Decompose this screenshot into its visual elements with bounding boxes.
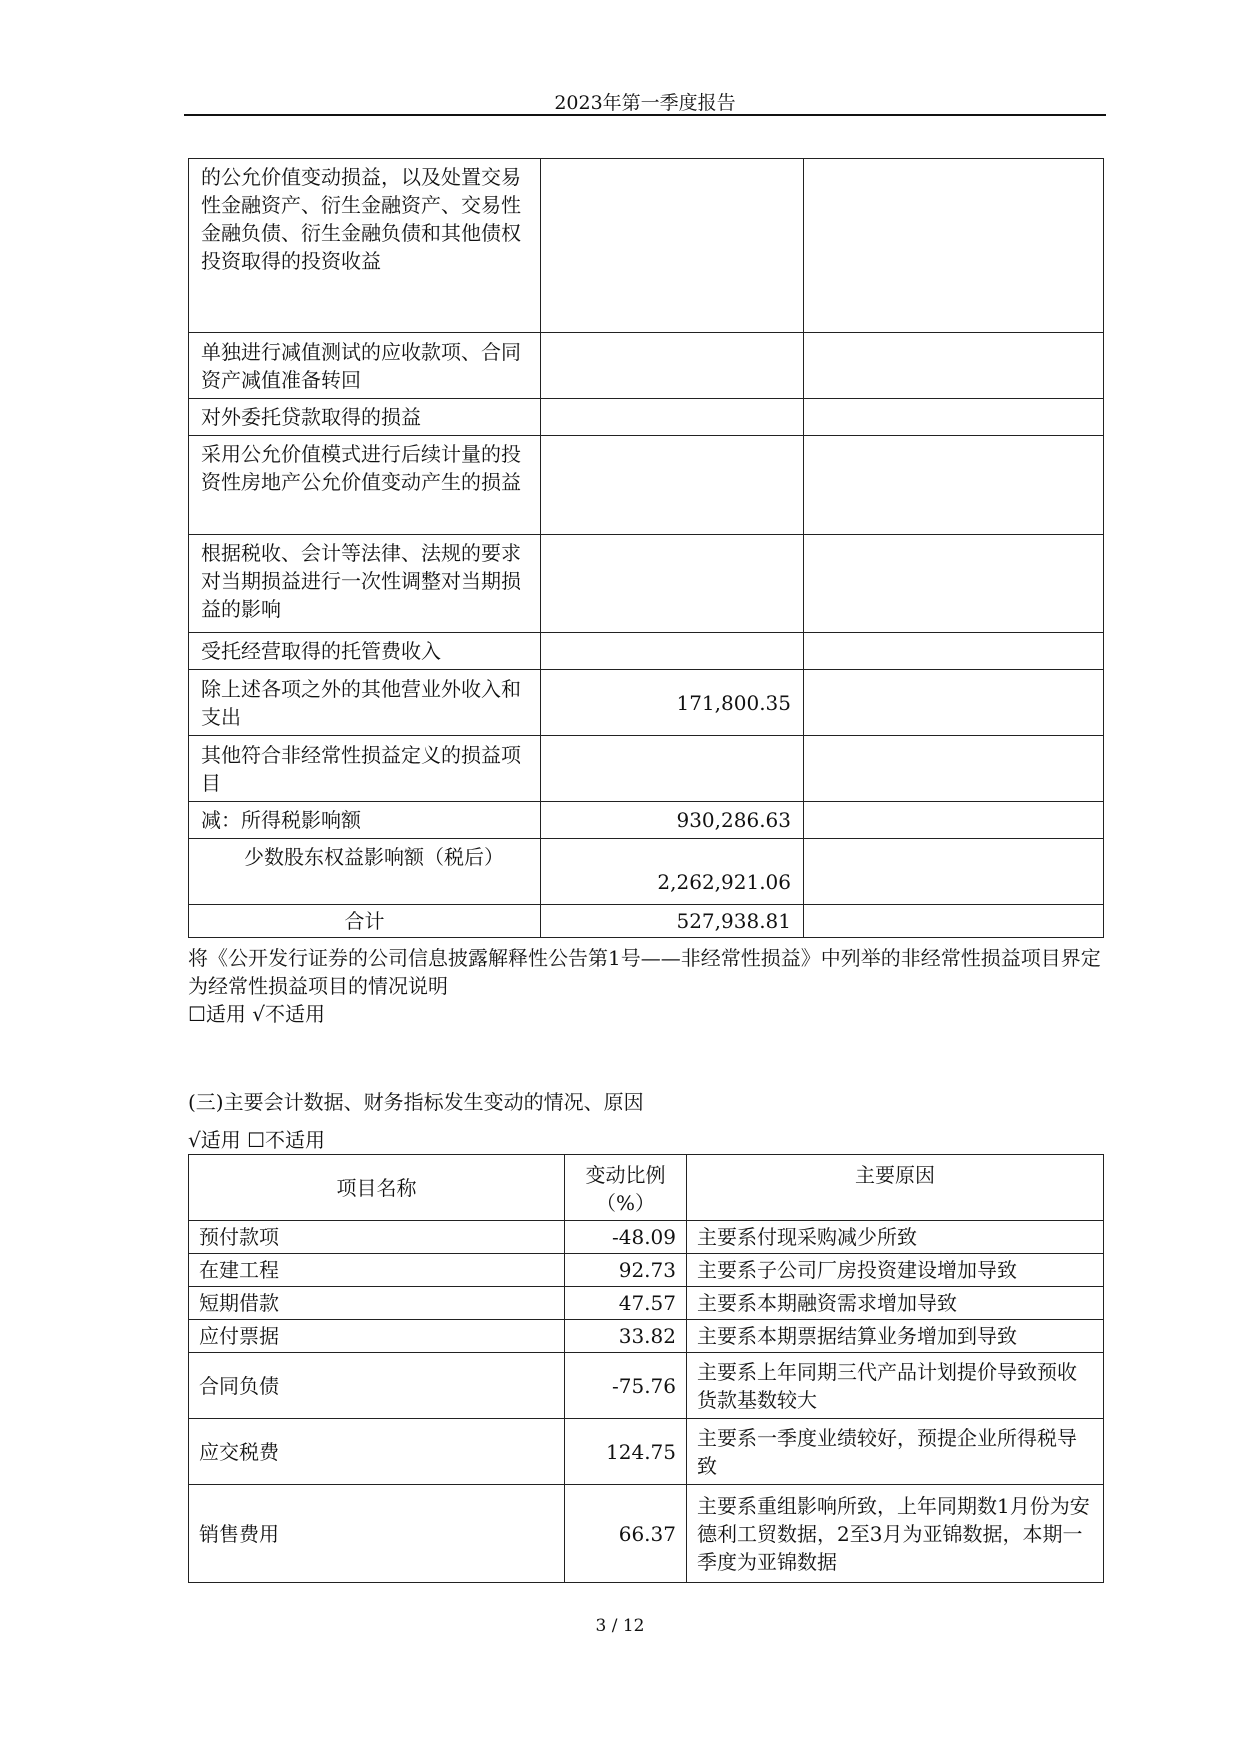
amount-cell: 2,262,921.06 — [541, 839, 804, 905]
table-row — [189, 333, 1104, 399]
table-row — [189, 399, 1104, 436]
table-row — [189, 535, 1104, 633]
item-cell: 采用公允价值模式进行后续计量的投资性房地产公允价值变动产生的损益 — [189, 436, 541, 535]
total-label: 合计 — [189, 905, 541, 938]
note-cell — [804, 399, 1104, 436]
header-change-ratio — [565, 1155, 687, 1221]
reason-cell: 主要系子公司厂房投资建设增加导致 — [687, 1254, 1104, 1287]
note-cell — [804, 535, 1104, 633]
item-name-cell: 应交税费 — [189, 1419, 565, 1485]
reason-cell: 主要系上年同期三代产品计划提价导致预收货款基数较大 — [687, 1353, 1104, 1419]
header-rule — [184, 114, 1106, 116]
reason-cell: 主要系付现采购减少所致 — [687, 1221, 1104, 1254]
amount-cell — [541, 436, 804, 535]
change-analysis-table — [188, 1154, 1104, 1583]
total-row — [189, 905, 1104, 938]
item-cell: 受托经营取得的托管费收入 — [189, 633, 541, 670]
ratio-cell: -75.76 — [565, 1353, 687, 1419]
table-row — [189, 436, 1104, 535]
item-cell: 其他符合非经常性损益定义的损益项目 — [189, 736, 541, 802]
reclassification-note: 将《公开发行证券的公司信息披露解释性公告第1号——非经常性损益》中列举的非经常性损益项目界定为经常性损益项目的情况说明 — [188, 946, 1101, 998]
amount-cell — [541, 399, 804, 436]
section-3-title: (三)主要会计数据、财务指标发生变动的情况、原因 — [188, 1090, 644, 1114]
item-name-cell: 应付票据 — [189, 1320, 565, 1353]
table-row — [189, 1221, 1104, 1254]
table-row — [189, 670, 1104, 736]
reason-cell: 主要系一季度业绩较好，预提企业所得税导致 — [687, 1419, 1104, 1485]
ratio-cell: 47.57 — [565, 1287, 687, 1320]
table-header-row — [189, 1155, 1104, 1221]
note-cell — [804, 159, 1104, 333]
ratio-cell: 33.82 — [565, 1320, 687, 1353]
item-cell: 对外委托贷款取得的损益 — [189, 399, 541, 436]
header-main-reason: 主要原因 — [687, 1155, 1104, 1221]
reason-cell: 主要系本期票据结算业务增加到导致 — [687, 1320, 1104, 1353]
table-row — [189, 1254, 1104, 1287]
note-cell — [804, 436, 1104, 535]
item-name-cell: 销售费用 — [189, 1485, 565, 1583]
table-row — [189, 1485, 1104, 1583]
note-cell — [804, 839, 1104, 905]
page-number: 3 / 12 — [595, 1616, 645, 1636]
item-cell: 的公允价值变动损益，以及处置交易性金融资产、衍生金融资产、交易性金融负债、衍生金融负债和其他债权投资取得的投资收益 — [189, 159, 541, 333]
reason-cell: 主要系重组影响所致，上年同期数1月份为安德利工贸数据，2至3月为亚锦数据，本期一季度为亚锦数据 — [687, 1485, 1104, 1583]
note-cell — [804, 736, 1104, 802]
item-cell: 除上述各项之外的其他营业外收入和支出 — [189, 670, 541, 736]
table-row — [189, 1320, 1104, 1353]
item-name-cell: 短期借款 — [189, 1287, 565, 1320]
amount-cell — [541, 535, 804, 633]
page-header-title: 2023年第一季度报告 — [554, 92, 736, 114]
reason-cell: 主要系本期融资需求增加导致 — [687, 1287, 1104, 1320]
header-item-name: 项目名称 — [189, 1155, 565, 1221]
item-cell: 少数股东权益影响额（税后） — [189, 839, 541, 905]
ratio-cell: -48.09 — [565, 1221, 687, 1254]
item-name-cell: 合同负债 — [189, 1353, 565, 1419]
amount-cell: 171,800.35 — [541, 670, 804, 736]
table-row — [189, 1353, 1104, 1419]
note-cell — [804, 633, 1104, 670]
header-ratio-line2: （%） — [595, 1191, 655, 1215]
ratio-cell: 124.75 — [565, 1419, 687, 1485]
table-row — [189, 839, 1104, 905]
item-name-cell: 预付款项 — [189, 1221, 565, 1254]
ratio-cell: 66.37 — [565, 1485, 687, 1583]
total-amount: 527,938.81 — [541, 905, 804, 938]
table-row — [189, 1287, 1104, 1320]
amount-cell — [541, 159, 804, 333]
table-row — [189, 736, 1104, 802]
table-row — [189, 1419, 1104, 1485]
table-row — [189, 159, 1104, 333]
note-cell — [804, 802, 1104, 839]
note-cell — [804, 670, 1104, 736]
note-cell — [804, 333, 1104, 399]
note1-applicability: ☐适用 √不适用 — [188, 1002, 326, 1026]
section-3-applicability: √适用 ☐不适用 — [188, 1128, 326, 1152]
amount-cell — [541, 736, 804, 802]
item-cell: 根据税收、会计等法律、法规的要求对当期损益进行一次性调整对当期损益的影响 — [189, 535, 541, 633]
item-cell: 减：所得税影响额 — [189, 802, 541, 839]
item-name-cell: 在建工程 — [189, 1254, 565, 1287]
item-cell: 单独进行减值测试的应收款项、合同资产减值准备转回 — [189, 333, 541, 399]
amount-cell: 930,286.63 — [541, 802, 804, 839]
header-ratio-line1: 变动比例 — [585, 1163, 666, 1187]
ratio-cell: 92.73 — [565, 1254, 687, 1287]
nonrecurring-gains-table — [188, 158, 1104, 938]
note-cell — [804, 905, 1104, 938]
table-row — [189, 633, 1104, 670]
amount-cell — [541, 633, 804, 670]
table-row — [189, 802, 1104, 839]
amount-cell — [541, 333, 804, 399]
